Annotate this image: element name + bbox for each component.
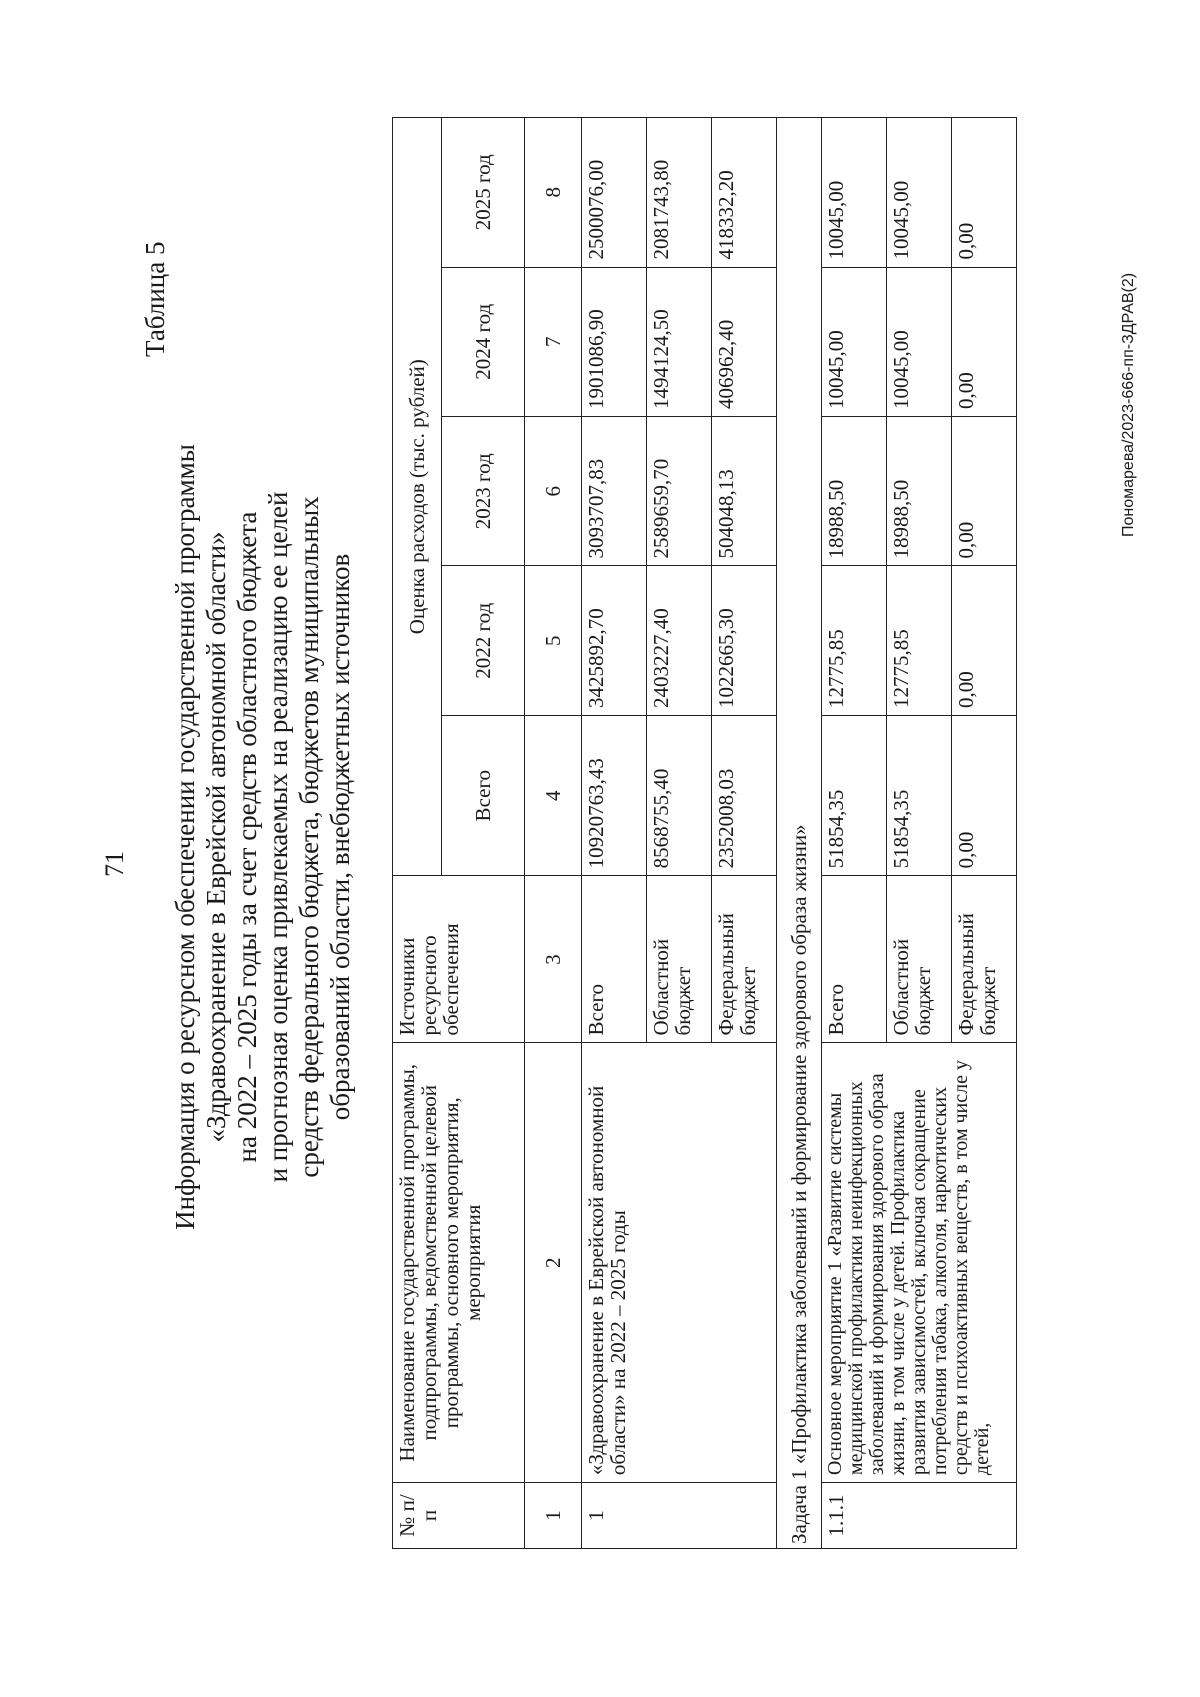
value-cell: 406962,40 (712, 267, 777, 416)
footer-document-code: Пономарева/2023-666-пп-ЗДРАВ(2) (1120, 272, 1137, 537)
value-cell: 2081743,80 (647, 118, 712, 268)
column-number: 3 (525, 876, 582, 1043)
header-year-2025: 2025 год (442, 118, 525, 268)
column-number: 8 (525, 118, 582, 268)
resource-table (392, 117, 1017, 1549)
source-cell: Всего (582, 876, 647, 1043)
value-cell: 18988,50 (822, 417, 887, 566)
value-cell: 0,00 (952, 118, 1017, 268)
header-year-2022: 2022 год (442, 566, 525, 715)
title-line: Информация о ресурсном обеспечении государственной программы (170, 444, 200, 1230)
column-number: 5 (525, 566, 582, 715)
value-cell: 10045,00 (822, 118, 887, 268)
value-cell: 0,00 (952, 267, 1017, 416)
page-number: 71 (100, 851, 129, 877)
program-num: 1 (582, 1483, 777, 1549)
title-line: и прогнозная оценка привлекаемых на реализацию ее целей (263, 491, 293, 1183)
value-cell: 12775,85 (887, 566, 952, 715)
column-number: 4 (525, 715, 582, 875)
value-cell: 0,00 (952, 715, 1017, 875)
source-cell: Всего (822, 876, 887, 1043)
column-number: 6 (525, 417, 582, 566)
task-row (777, 118, 822, 1549)
column-number-row (525, 118, 582, 1549)
value-cell: 2403227,40 (647, 566, 712, 715)
source-cell: Областной бюджет (887, 876, 952, 1043)
value-cell: 1494124,50 (647, 267, 712, 416)
value-cell: 10045,00 (887, 267, 952, 416)
value-cell: 0,00 (952, 417, 1017, 566)
value-cell: 18988,50 (887, 417, 952, 566)
value-cell: 2589659,70 (647, 417, 712, 566)
value-cell: 504048,13 (712, 417, 777, 566)
table-caption: Таблица 5 (140, 241, 170, 357)
source-cell: Областной бюджет (647, 876, 712, 1043)
title-line: на 2022 – 2025 годы за счет средств областного бюджета (232, 511, 262, 1163)
document-title (170, 277, 356, 1397)
title-line: средств федерального бюджета, бюджетов муниципальных (294, 496, 324, 1178)
task-title: Задача 1 «Профилактика заболеваний и формирование здорового образа жизни» (777, 118, 822, 1549)
value-cell: 1901086,90 (582, 267, 647, 416)
column-number: 2 (525, 1043, 582, 1483)
value-cell: 2500076,00 (582, 118, 647, 268)
value-cell: 0,00 (952, 566, 1017, 715)
header-year-2024: 2024 год (442, 267, 525, 416)
table-row (582, 118, 647, 1549)
source-cell: Федеральный бюджет (952, 876, 1017, 1043)
value-cell: 2352008,03 (712, 715, 777, 875)
header-row (393, 118, 442, 1549)
value-cell: 10920763,43 (582, 715, 647, 875)
activity-num: 1.1.1 (822, 1483, 1017, 1549)
value-cell: 1022665,30 (712, 566, 777, 715)
column-number: 7 (525, 267, 582, 416)
activity-name: Основное мероприятие 1 «Развитие системы медицинской профилактики неинфекционных заболеваний и формирования здорового образа жизни, в том числе у детей. Профилактика развития зависимостей, включая сокращение потребления табака, алкоголя, наркотических средств и психоактивных веществ, в том числе у детей, (822, 1043, 1017, 1483)
value-cell: 12775,85 (822, 566, 887, 715)
header-total: Всего (442, 715, 525, 875)
value-cell: 10045,00 (822, 267, 887, 416)
header-costs-group: Оценка расходов (тыс. рублей) (393, 118, 442, 876)
source-cell: Федеральный бюджет (712, 876, 777, 1043)
header-source: Источники ресурсного обеспечения (393, 876, 525, 1043)
value-cell: 3425892,70 (582, 566, 647, 715)
header-name: Наименование государственной программы, подпрограммы, ведомственной целевой программы, основного мероприятия, мероприятия (393, 1043, 525, 1483)
title-line: образований области, внебюджетных источников (325, 553, 355, 1121)
program-name: «Здравоохранение в Еврейской автономной области» на 2022 – 2025 годы (582, 1043, 777, 1483)
value-cell: 51854,35 (822, 715, 887, 875)
header-num: № п/п (393, 1483, 525, 1549)
column-number: 1 (525, 1483, 582, 1549)
value-cell: 3093707,83 (582, 417, 647, 566)
value-cell: 10045,00 (887, 118, 952, 268)
title-line: «Здравоохранение в Еврейской автономной области» (201, 531, 231, 1143)
value-cell: 418332,20 (712, 118, 777, 268)
value-cell: 51854,35 (887, 715, 952, 875)
header-year-2023: 2023 год (442, 417, 525, 566)
table-row (822, 118, 887, 1549)
value-cell: 8568755,40 (647, 715, 712, 875)
